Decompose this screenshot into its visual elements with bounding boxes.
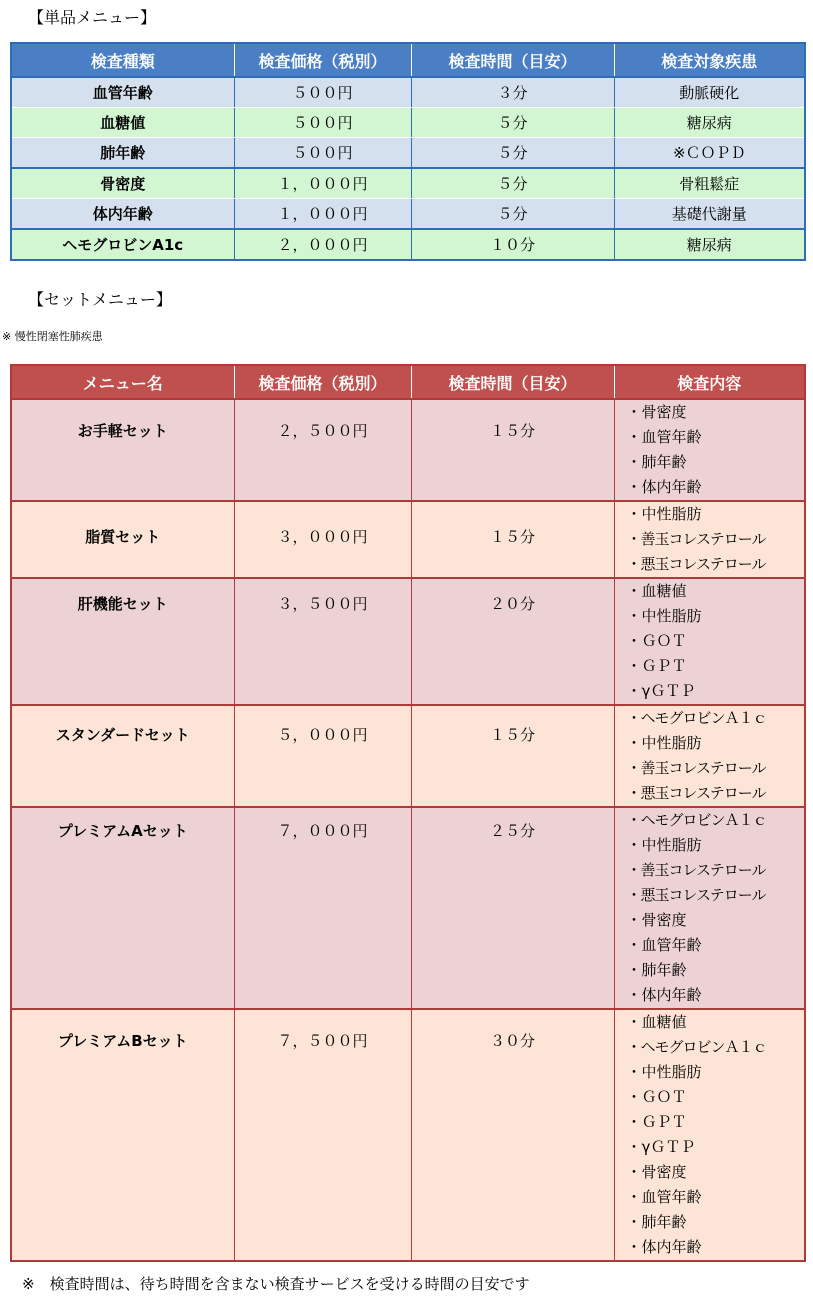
single-menu-table [10, 42, 806, 261]
content-item: ・ヘモグロビンＡ１ｃ [626, 1038, 767, 1056]
set-price: ２，５００円 [234, 399, 411, 501]
content-item: ・体内年齢 [626, 986, 702, 1004]
set-name: 肝機能セット [11, 578, 234, 705]
test-disease: 糖尿病 [614, 229, 805, 260]
set-time: １５分 [411, 705, 614, 807]
content-item: ・体内年齢 [626, 1238, 702, 1256]
set-time: ２５分 [411, 807, 614, 1009]
column-header: 検査内容 [614, 365, 805, 399]
set-contents [614, 1009, 805, 1261]
column-header: 検査種類 [11, 43, 234, 77]
test-name: 肺年齢 [11, 138, 234, 169]
test-price: ５００円 [234, 138, 411, 169]
content-item: ・中性脂肪 [626, 607, 702, 625]
table-row [11, 229, 805, 260]
column-header: 検査時間（目安） [411, 43, 614, 77]
content-item: ・血糖値 [626, 582, 687, 600]
test-name: ヘモグロビンA1c [11, 229, 234, 260]
single-menu-header-row [11, 43, 805, 77]
footnote: ※ 検査時間は、待ち時間を含まない検査サービスを受ける時間の目安です [22, 1275, 530, 1293]
set-time: １５分 [411, 399, 614, 501]
set-contents [614, 578, 805, 705]
column-header: 検査価格（税別） [234, 43, 411, 77]
column-header: 検査対象疾患 [614, 43, 805, 77]
test-time: ５分 [411, 168, 614, 199]
content-item: ・中性脂肪 [626, 836, 702, 854]
test-price: １，０００円 [234, 168, 411, 199]
content-item: ・血管年齢 [626, 936, 702, 954]
single-menu-title: 【単品メニュー】 [28, 8, 157, 27]
set-time: ３０分 [411, 1009, 614, 1261]
content-item: ・肺年齢 [626, 1213, 687, 1231]
content-item: ・血管年齢 [626, 1188, 702, 1206]
content-item: ・ＧＰＴ [626, 1113, 687, 1131]
set-time: ２０分 [411, 578, 614, 705]
set-menu-note: ※ 慢性閉塞性肺疾患 [2, 330, 103, 343]
column-header: メニュー名 [11, 365, 234, 399]
test-time: ３分 [411, 77, 614, 108]
content-item: ・中性脂肪 [626, 734, 702, 752]
content-item: ・骨密度 [626, 403, 687, 421]
content-item: ・ＧＯＴ [626, 1088, 687, 1106]
set-contents [614, 705, 805, 807]
table-row [11, 77, 805, 108]
table-row [11, 807, 805, 1009]
set-price: ７，０００円 [234, 807, 411, 1009]
set-price: ５，０００円 [234, 705, 411, 807]
set-price: ３，０００円 [234, 501, 411, 578]
content-item: ・肺年齢 [626, 961, 687, 979]
set-menu-title: 【セットメニュー】 [28, 290, 172, 309]
test-time: ５分 [411, 108, 614, 138]
table-row [11, 1009, 805, 1261]
test-disease: 骨粗鬆症 [614, 168, 805, 199]
table-row [11, 199, 805, 230]
content-item: ・ヘモグロビンＡ１ｃ [626, 811, 767, 829]
content-item: ・骨密度 [626, 911, 687, 929]
table-row [11, 168, 805, 199]
set-name: 脂質セット [11, 501, 234, 578]
content-item: ・骨密度 [626, 1163, 687, 1181]
set-name: お手軽セット [11, 399, 234, 501]
test-time: １０分 [411, 229, 614, 260]
content-item: ・肺年齢 [626, 453, 687, 471]
set-name: スタンダードセット [11, 705, 234, 807]
content-item: ・悪玉コレステロール [626, 555, 766, 573]
set-price: ７，５００円 [234, 1009, 411, 1261]
test-name: 血糖値 [11, 108, 234, 138]
table-row [11, 399, 805, 501]
set-menu-table [10, 364, 806, 1262]
set-contents [614, 399, 805, 501]
table-row [11, 108, 805, 138]
test-name: 血管年齢 [11, 77, 234, 108]
set-price: ３，５００円 [234, 578, 411, 705]
content-item: ・中性脂肪 [626, 505, 702, 523]
content-item: ・善玉コレステロール [626, 759, 766, 777]
content-item: ・血糖値 [626, 1013, 687, 1031]
table-row [11, 705, 805, 807]
test-disease: 動脈硬化 [614, 77, 805, 108]
content-item: ・悪玉コレステロール [626, 784, 766, 802]
table-row [11, 501, 805, 578]
set-contents [614, 501, 805, 578]
test-disease: ※ＣＯＰＤ [614, 138, 805, 169]
content-item: ・悪玉コレステロール [626, 886, 766, 904]
content-item: ・ＧＰＴ [626, 657, 687, 675]
table-row [11, 578, 805, 705]
set-time: １５分 [411, 501, 614, 578]
column-header: 検査価格（税別） [234, 365, 411, 399]
set-name: プレミアムBセット [11, 1009, 234, 1261]
test-name: 体内年齢 [11, 199, 234, 230]
test-time: ５分 [411, 138, 614, 169]
content-item: ・中性脂肪 [626, 1063, 702, 1081]
test-name: 骨密度 [11, 168, 234, 199]
content-item: ・血管年齢 [626, 428, 702, 446]
content-item: ・善玉コレステロール [626, 530, 766, 548]
content-item: ・γＧＴＰ [626, 1138, 696, 1156]
table-row [11, 138, 805, 169]
content-item: ・ＧＯＴ [626, 632, 687, 650]
content-item: ・γＧＴＰ [626, 682, 696, 700]
test-price: １，０００円 [234, 199, 411, 230]
test-time: ５分 [411, 199, 614, 230]
content-item: ・善玉コレステロール [626, 861, 766, 879]
set-menu-header-row [11, 365, 805, 399]
test-price: ２，０００円 [234, 229, 411, 260]
set-contents [614, 807, 805, 1009]
test-disease: 糖尿病 [614, 108, 805, 138]
content-item: ・ヘモグロビンＡ１ｃ [626, 709, 767, 727]
set-name: プレミアムAセット [11, 807, 234, 1009]
content-item: ・体内年齢 [626, 478, 702, 496]
test-price: ５００円 [234, 77, 411, 108]
column-header: 検査時間（目安） [411, 365, 614, 399]
test-disease: 基礎代謝量 [614, 199, 805, 230]
test-price: ５００円 [234, 108, 411, 138]
